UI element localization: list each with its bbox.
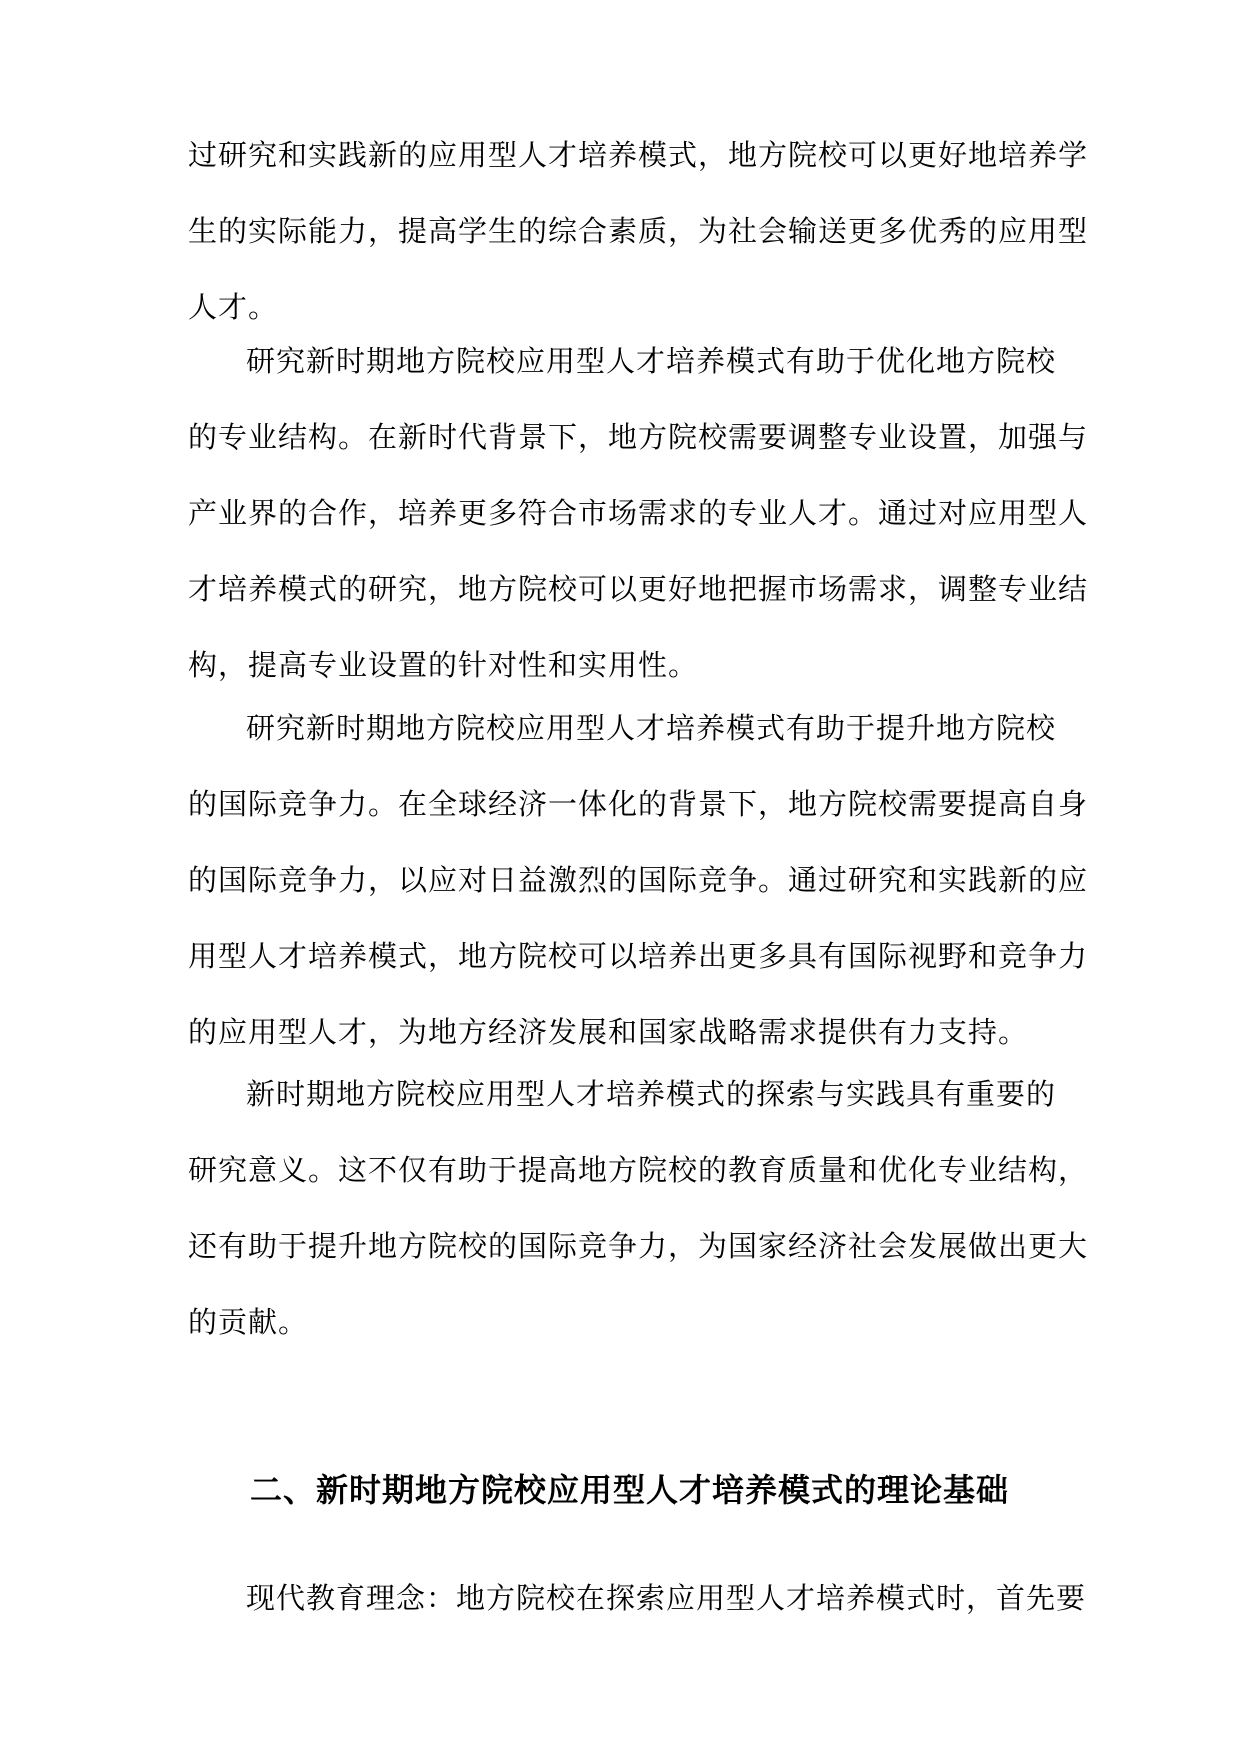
text-line: 研究意义。这不仅有助于提高地方院校的教育质量和优化专业结构， (188, 1153, 1089, 1187)
text-line: 过研究和实践新的应用型人才培养模式，地方院校可以更好地培养学 (188, 138, 1089, 172)
paragraph-2 (188, 323, 1089, 703)
text-line: 人才。 (188, 290, 279, 324)
text-line: 的专业结构。在新时代背景下，地方院校需要调整专业设置，加强与 (188, 420, 1089, 454)
text-line: 才培养模式的研究，地方院校可以更好地把握市场需求，调整专业结 (188, 572, 1089, 606)
text-line: 还有助于提升地方院校的国际竞争力，为国家经济社会发展做出更大 (188, 1229, 1089, 1263)
text-line: 研究新时期地方院校应用型人才培养模式有助于提升地方院校 (246, 711, 1057, 745)
paragraph-4 (188, 1056, 1089, 1360)
text-line: 的国际竞争力。在全球经济一体化的背景下，地方院校需要提高自身 (188, 787, 1089, 821)
text-line: 产业界的合作，培养更多符合市场需求的专业人才。通过对应用型人 (188, 496, 1089, 530)
text-line: 的国际竞争力，以应对日益激烈的国际竞争。通过研究和实践新的应 (188, 863, 1089, 897)
paragraph-5 (188, 1560, 1087, 1636)
paragraph-1 (188, 117, 1089, 345)
text-line: 生的实际能力，提高学生的综合素质，为社会输送更多优秀的应用型 (188, 214, 1089, 248)
paragraph-3 (188, 690, 1089, 1070)
text-line: 的应用型人才，为地方经济发展和国家战略需求提供有力支持。 (188, 1015, 1029, 1049)
section-heading: 二、新时期地方院校应用型人才培养模式的理论基础 (250, 1471, 1010, 1509)
text-line: 新时期地方院校应用型人才培养模式的探索与实践具有重要的 (246, 1077, 1057, 1111)
text-line: 的贡献。 (188, 1305, 309, 1339)
text-line: 用型人才培养模式，地方院校可以培养出更多具有国际视野和竞争力 (188, 939, 1089, 973)
text-line: 现代教育理念：地方院校在探索应用型人才培养模式时，首先要 (246, 1581, 1087, 1615)
text-line: 构，提高专业设置的针对性和实用性。 (188, 648, 699, 682)
text-line: 研究新时期地方院校应用型人才培养模式有助于优化地方院校 (246, 344, 1057, 378)
